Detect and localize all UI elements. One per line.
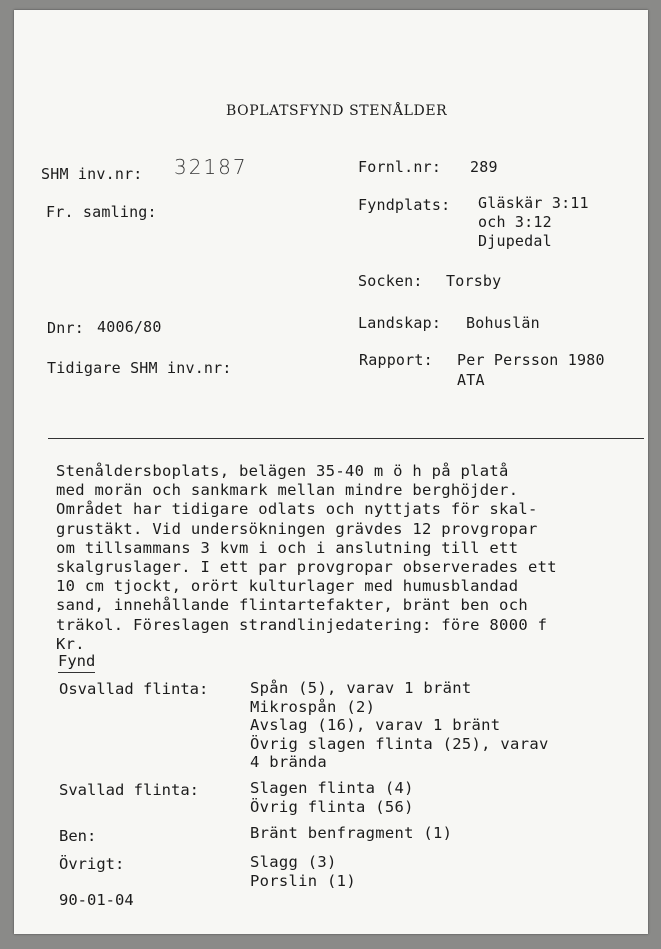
separator-rule (48, 438, 644, 439)
fr-samling-label: Fr. samling: (46, 203, 157, 221)
fornl-label: Fornl.nr: (358, 158, 442, 176)
description-line: om tillsammans 3 kvm i och i anslutning till ett (56, 538, 519, 557)
osvallad-flinta-items (250, 679, 549, 772)
ben-items (250, 824, 452, 843)
description-line: med morän och sankmark mellan mindre berghöjder. (56, 481, 519, 500)
card-title: BOPLATSFYND STENÅLDER (226, 103, 448, 119)
socken-label: Socken: (358, 272, 423, 290)
fyndplats-line-3: Djupedal (478, 232, 552, 250)
description-line: Stenåldersboplats, belägen 35-40 m ö h på platå (56, 462, 509, 480)
ben-label: Ben: (59, 827, 97, 845)
find-item: Slagg (3) (250, 853, 337, 871)
rapport-line-2: ATA (457, 371, 485, 389)
find-item: Avslag (16), varav 1 bränt (250, 716, 501, 734)
svallad-flinta-items (250, 779, 414, 816)
rapport-line-1: Per Persson 1980 (457, 351, 605, 369)
description-line: sand, innehållande flintartefakter, bränt ben och (56, 596, 528, 615)
find-item: Slagen flinta (4) (250, 779, 414, 797)
landskap-label: Landskap: (358, 314, 442, 332)
find-item: Porslin (1) (250, 871, 356, 890)
fyndplats-label: Fyndplats: (358, 196, 451, 214)
dnr-label: Dnr: (47, 319, 84, 337)
ovrigt-items (250, 853, 356, 890)
socken-value: Torsby (446, 272, 502, 290)
description (56, 462, 646, 654)
find-item: Övrig flinta (56) (250, 797, 414, 816)
fornl-value: 289 (470, 158, 498, 176)
catalog-card (14, 10, 648, 934)
landskap-value: Bohuslän (466, 314, 540, 332)
find-item: Spån (5), varav 1 bränt (250, 679, 472, 697)
osvallad-flinta-label: Osvallad flinta: (59, 680, 209, 698)
find-item: 4 brända (250, 753, 328, 771)
ovrigt-label: Övrigt: (59, 855, 125, 873)
dnr-value: 4006/80 (97, 318, 162, 336)
description-line: träkol. Föreslagen strandlinjedatering: före 8000 f (56, 615, 548, 634)
fyndplats-line-2: och 3:12 (478, 213, 552, 231)
rapport-label: Rapport: (359, 351, 433, 369)
fyndplats-line-1: Gläskär 3:11 (478, 194, 589, 212)
svallad-flinta-label: Svallad flinta: (59, 781, 199, 799)
description-line: Området har tidigare odlats och nyttjats för skal- (56, 500, 538, 519)
find-item: Bränt benfragment (1) (250, 824, 453, 842)
description-line: Kr. (56, 634, 85, 653)
description-line: grustäkt. Vid undersökningen grävdes 12 provgropar (56, 519, 538, 538)
shm-inv-label: SHM inv.nr: (41, 165, 143, 183)
fynd-heading: Fynd (58, 652, 95, 673)
tidigare-inv-label: Tidigare SHM inv.nr: (47, 359, 232, 377)
find-item: Mikrospån (2) (250, 697, 376, 716)
shm-inv-value: 32187 (174, 155, 248, 179)
description-line: 10 cm tjockt, orört kulturlager med humusblandad (56, 577, 519, 596)
card-date: 90-01-04 (59, 891, 134, 909)
find-item: Övrig slagen flinta (25), varav (250, 734, 549, 753)
description-line: skalgruslager. I ett par provgropar observerades ett (56, 558, 557, 577)
